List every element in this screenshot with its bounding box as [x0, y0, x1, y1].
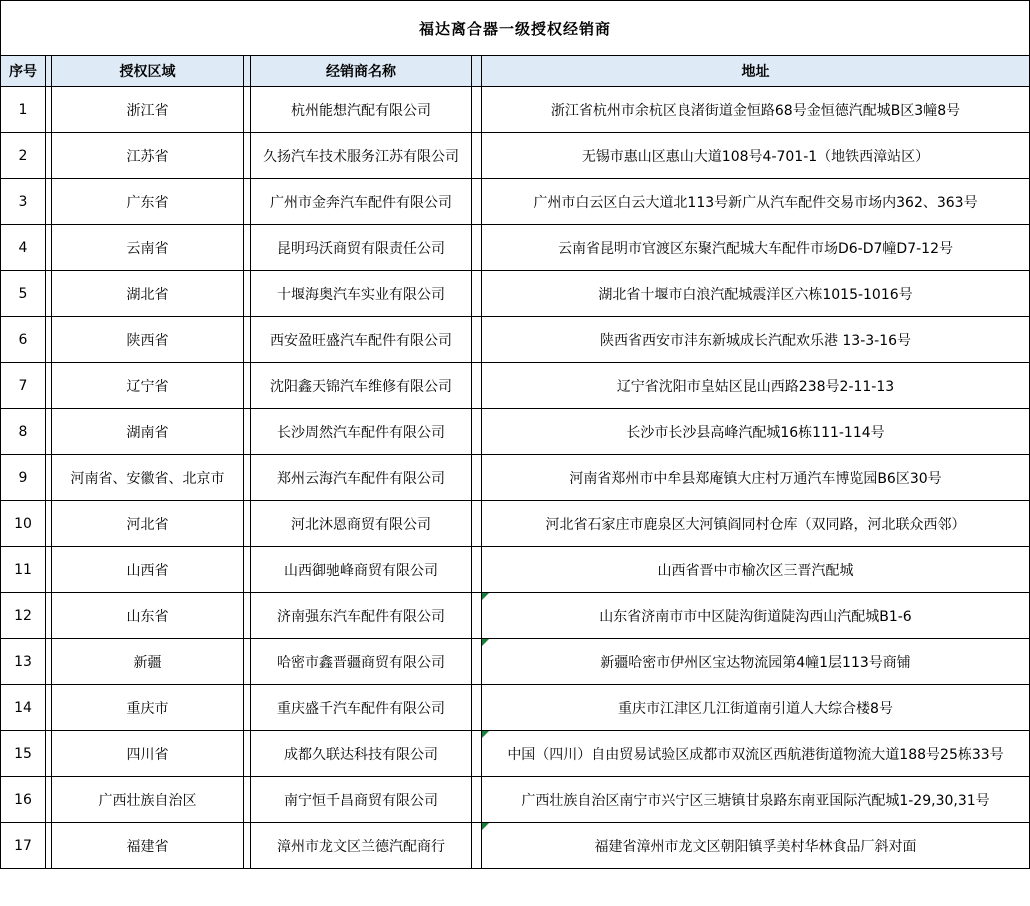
dealer-cell: 漳州市龙文区兰德汽配商行 [251, 823, 472, 869]
address-cell: 云南省昆明市官渡区东聚汽配城大车配件市场D6-D7幢D7-12号 [482, 225, 1030, 271]
address-cell: 福建省漳州市龙文区朝阳镇孚美村华林食品厂斜对面 [482, 823, 1030, 869]
spacer-cell [244, 501, 251, 547]
table-row [1, 731, 1030, 777]
spacer-cell [244, 547, 251, 593]
address-cell: 广西壮族自治区南宁市兴宁区三塘镇甘泉路东南亚国际汽配城1-29,30,31号 [482, 777, 1030, 823]
table-row [1, 133, 1030, 179]
region-cell: 新疆 [52, 639, 244, 685]
spacer-cell [472, 639, 482, 685]
table-body [1, 87, 1030, 869]
row-number-cell: 2 [1, 133, 46, 179]
address-cell: 重庆市江津区几江街道南引道人大综合楼8号 [482, 685, 1030, 731]
header-spacer-2 [244, 56, 251, 87]
spacer-cell [244, 363, 251, 409]
dealer-cell: 西安盈旺盛汽车配件有限公司 [251, 317, 472, 363]
row-number-cell: 12 [1, 593, 46, 639]
region-cell: 浙江省 [52, 87, 244, 133]
dealer-cell: 河北沐恩商贸有限公司 [251, 501, 472, 547]
row-number-cell: 3 [1, 179, 46, 225]
spacer-cell [472, 777, 482, 823]
spacer-cell [472, 685, 482, 731]
address-cell: 陕西省西安市沣东新城成长汽配欢乐港 13-3-16号 [482, 317, 1030, 363]
region-cell: 重庆市 [52, 685, 244, 731]
dealer-cell: 沈阳鑫天锦汽车维修有限公司 [251, 363, 472, 409]
dealer-cell: 成都久联达科技有限公司 [251, 731, 472, 777]
spacer-cell [244, 409, 251, 455]
region-cell: 山东省 [52, 593, 244, 639]
address-cell: 无锡市惠山区惠山大道108号4-701-1（地铁西漳站区） [482, 133, 1030, 179]
address-cell: 广州市白云区白云大道北113号新广从汽车配件交易市场内362、363号 [482, 179, 1030, 225]
address-cell: 山西省晋中市榆次区三晋汽配城 [482, 547, 1030, 593]
table-row [1, 547, 1030, 593]
spacer-cell [244, 823, 251, 869]
spacer-cell [244, 731, 251, 777]
spacer-cell [244, 87, 251, 133]
green-corner-flag-icon [482, 639, 489, 646]
row-number-cell: 15 [1, 731, 46, 777]
row-number-cell: 1 [1, 87, 46, 133]
column-header-address: 地址 [482, 56, 1030, 87]
spacer-cell [244, 225, 251, 271]
dealer-cell: 杭州能想汽配有限公司 [251, 87, 472, 133]
spacer-cell [244, 639, 251, 685]
spacer-cell [472, 87, 482, 133]
spacer-cell [244, 179, 251, 225]
dealer-cell: 长沙周然汽车配件有限公司 [251, 409, 472, 455]
address-cell: 浙江省杭州市余杭区良渚街道金恒路68号金恒德汽配城B区3幢8号 [482, 87, 1030, 133]
address-cell: 辽宁省沈阳市皇姑区昆山西路238号2-11-13 [482, 363, 1030, 409]
region-cell: 湖南省 [52, 409, 244, 455]
region-cell: 广西壮族自治区 [52, 777, 244, 823]
header-spacer-3 [472, 56, 482, 87]
column-header-no: 序号 [1, 56, 46, 87]
spacer-cell [472, 225, 482, 271]
region-cell: 山西省 [52, 547, 244, 593]
dealer-cell: 郑州云海汽车配件有限公司 [251, 455, 472, 501]
table-row [1, 777, 1030, 823]
region-cell: 河南省、安徽省、北京市 [52, 455, 244, 501]
dealer-cell: 昆明玛沃商贸有限责任公司 [251, 225, 472, 271]
green-corner-flag-icon [482, 731, 489, 738]
row-number-cell: 8 [1, 409, 46, 455]
spacer-cell [244, 271, 251, 317]
spacer-cell [472, 409, 482, 455]
page-title: 福达离合器一级授权经销商 [1, 1, 1030, 56]
row-number-cell: 14 [1, 685, 46, 731]
row-number-cell: 5 [1, 271, 46, 317]
region-cell: 云南省 [52, 225, 244, 271]
dealer-cell: 广州市金奔汽车配件有限公司 [251, 179, 472, 225]
table-row [1, 179, 1030, 225]
table-row [1, 409, 1030, 455]
spacer-cell [472, 271, 482, 317]
spacer-cell [244, 593, 251, 639]
dealer-cell: 南宁恒千昌商贸有限公司 [251, 777, 472, 823]
table-row [1, 639, 1030, 685]
spacer-cell [244, 133, 251, 179]
address-cell: 长沙市长沙县高峰汽配城16栋111-114号 [482, 409, 1030, 455]
row-number-cell: 11 [1, 547, 46, 593]
spacer-cell [472, 823, 482, 869]
row-number-cell: 13 [1, 639, 46, 685]
spacer-cell [472, 363, 482, 409]
table-row [1, 87, 1030, 133]
region-cell: 四川省 [52, 731, 244, 777]
dealer-cell: 山西御驰峰商贸有限公司 [251, 547, 472, 593]
spacer-cell [472, 133, 482, 179]
spacer-cell [244, 455, 251, 501]
column-header-region: 授权区域 [52, 56, 244, 87]
spacer-cell [472, 501, 482, 547]
spacer-cell [244, 317, 251, 363]
table-row [1, 271, 1030, 317]
table-row [1, 685, 1030, 731]
region-cell: 福建省 [52, 823, 244, 869]
green-corner-flag-icon [482, 823, 489, 830]
table-row [1, 501, 1030, 547]
spacer-cell [472, 317, 482, 363]
table-row [1, 455, 1030, 501]
row-number-cell: 17 [1, 823, 46, 869]
spacer-cell [472, 455, 482, 501]
dealer-cell: 十堰海奥汽车实业有限公司 [251, 271, 472, 317]
spacer-cell [244, 685, 251, 731]
column-header-dealer: 经销商名称 [251, 56, 472, 87]
row-number-cell: 6 [1, 317, 46, 363]
title-row [1, 1, 1030, 56]
spacer-cell [472, 731, 482, 777]
region-cell: 江苏省 [52, 133, 244, 179]
address-cell: 中国（四川）自由贸易试验区成都市双流区西航港街道物流大道188号25栋33号 [482, 731, 1030, 777]
row-number-cell: 4 [1, 225, 46, 271]
address-cell: 湖北省十堰市白浪汽配城震洋区六栋1015-1016号 [482, 271, 1030, 317]
region-cell: 河北省 [52, 501, 244, 547]
green-corner-flag-icon [482, 593, 489, 600]
spacer-cell [472, 179, 482, 225]
dealer-cell: 久扬汽车技术服务江苏有限公司 [251, 133, 472, 179]
region-cell: 湖北省 [52, 271, 244, 317]
address-cell: 河南省郑州市中牟县郑庵镇大庄村万通汽车博览园B6区30号 [482, 455, 1030, 501]
row-number-cell: 9 [1, 455, 46, 501]
header-row [1, 56, 1030, 87]
spacer-cell [244, 777, 251, 823]
table-row [1, 225, 1030, 271]
table-row [1, 593, 1030, 639]
table-row [1, 363, 1030, 409]
dealer-cell: 哈密市鑫晋疆商贸有限公司 [251, 639, 472, 685]
dealer-cell: 济南强东汽车配件有限公司 [251, 593, 472, 639]
row-number-cell: 16 [1, 777, 46, 823]
dealer-cell: 重庆盛千汽车配件有限公司 [251, 685, 472, 731]
region-cell: 陕西省 [52, 317, 244, 363]
row-number-cell: 7 [1, 363, 46, 409]
table-row [1, 317, 1030, 363]
address-cell: 新疆哈密市伊州区宝达物流园第4幢1层113号商铺 [482, 639, 1030, 685]
table-row [1, 823, 1030, 869]
region-cell: 辽宁省 [52, 363, 244, 409]
address-cell: 河北省石家庄市鹿泉区大河镇阎同村仓库（双同路，河北联众西邻） [482, 501, 1030, 547]
spacer-cell [472, 547, 482, 593]
spacer-cell [472, 593, 482, 639]
region-cell: 广东省 [52, 179, 244, 225]
row-number-cell: 10 [1, 501, 46, 547]
address-cell: 山东省济南市市中区陡沟街道陡沟西山汽配城B1-6 [482, 593, 1030, 639]
